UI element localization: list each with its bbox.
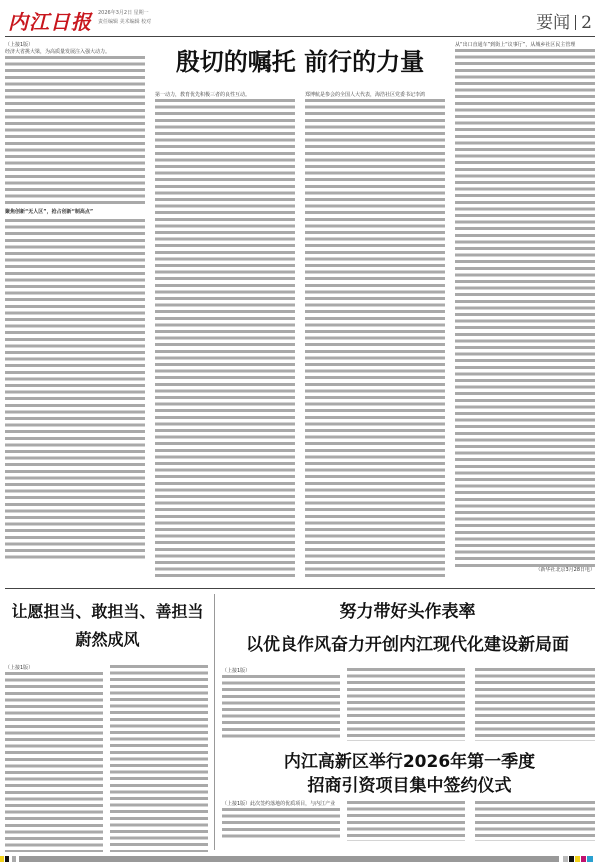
lead-line: 经济大省挑大梁，为高质量发展注入强大动力。 (5, 49, 111, 55)
column-first-line: 从“出口直通车”到街上“议事厅”，从城乡社区民主管理 (455, 42, 576, 48)
top-story-column-1 (5, 42, 145, 559)
left-article-column-1 (5, 665, 103, 852)
top-story-column-4 (455, 42, 595, 574)
body-text (347, 668, 465, 741)
column-first-line: 郑博航是参会的全国人大代表，海浩社区党委书记李鸿 (305, 92, 426, 98)
headline-line: 招商引资项目集中签约仪式 (307, 776, 512, 796)
color-mark-cyan (587, 856, 593, 862)
bottom-article-column-3 (475, 801, 595, 841)
color-mark-magenta (581, 856, 586, 862)
section-label (536, 8, 592, 33)
body-text (305, 99, 445, 577)
left-article-column-2 (110, 665, 208, 852)
right-article-column-1 (222, 668, 340, 741)
article-signature: （新华社北京3月28日电） (535, 567, 595, 573)
right-article-column-3 (475, 668, 595, 741)
masthead-meta (98, 9, 151, 27)
issue-date: 2026年3月2日 星期一 (98, 10, 149, 16)
newspaper-logo: 内江日报 (8, 10, 92, 34)
body-text (222, 675, 340, 741)
right-article-headline (220, 596, 595, 662)
body-text (5, 219, 145, 559)
bottom-article-headline (222, 750, 597, 798)
color-mark-black (5, 856, 9, 862)
section-name: 要闻 (536, 13, 571, 33)
continued-label: （上接1版） (5, 42, 34, 48)
continued-label: （上接1版） (5, 665, 34, 671)
color-mark-yellow (0, 856, 4, 862)
continued-label: （上接1版）此次签约落地的优质项目，与内江产业 (222, 801, 336, 807)
body-text (455, 49, 595, 567)
headline-line: 内江高新区举行2026年第一季度 (283, 752, 536, 772)
column-first-line: 第一动力，教育优先积极三者的良性互动。 (155, 92, 251, 98)
body-text (5, 672, 103, 852)
gray-bar (19, 856, 559, 862)
section-divider (575, 15, 576, 30)
subhead: 聚焦创新“无人区”，抢占创新“制高点” (5, 209, 94, 215)
top-story-column-3 (305, 92, 445, 577)
left-article-headline (5, 598, 210, 654)
body-text (347, 801, 465, 841)
headline-line: 以优良作风奋力开创内江现代化建设新局面 (246, 635, 569, 655)
color-mark-gray (563, 856, 568, 862)
bottom-article-column-1 (222, 801, 340, 841)
color-mark-gray (12, 856, 16, 862)
body-text (5, 56, 145, 206)
right-article-column-2 (347, 668, 465, 741)
body-text (110, 665, 208, 852)
continued-label: （上接1版） (222, 668, 251, 674)
body-text (155, 99, 295, 577)
headline-line: 努力带好头作表率 (339, 602, 476, 622)
editor-credits: 责任编辑 美术编辑 校对 (98, 19, 152, 25)
color-mark-yellow (575, 856, 580, 862)
body-text (475, 801, 595, 841)
headline-line: 让愿担当、敢担当、善担当 (11, 602, 204, 621)
bottom-article-column-2 (347, 801, 465, 841)
top-story-column-2 (155, 92, 295, 577)
section-divider-rule (5, 588, 595, 589)
column-divider (214, 594, 215, 850)
page-number: 2 (581, 13, 592, 33)
headline-line: 蔚然成风 (75, 630, 140, 649)
masthead-rule (5, 36, 595, 37)
body-text (475, 668, 595, 741)
top-story-headline: 殷切的嘱托 前行的力量 (175, 48, 425, 76)
color-mark-black (569, 856, 574, 862)
body-text (222, 808, 340, 841)
